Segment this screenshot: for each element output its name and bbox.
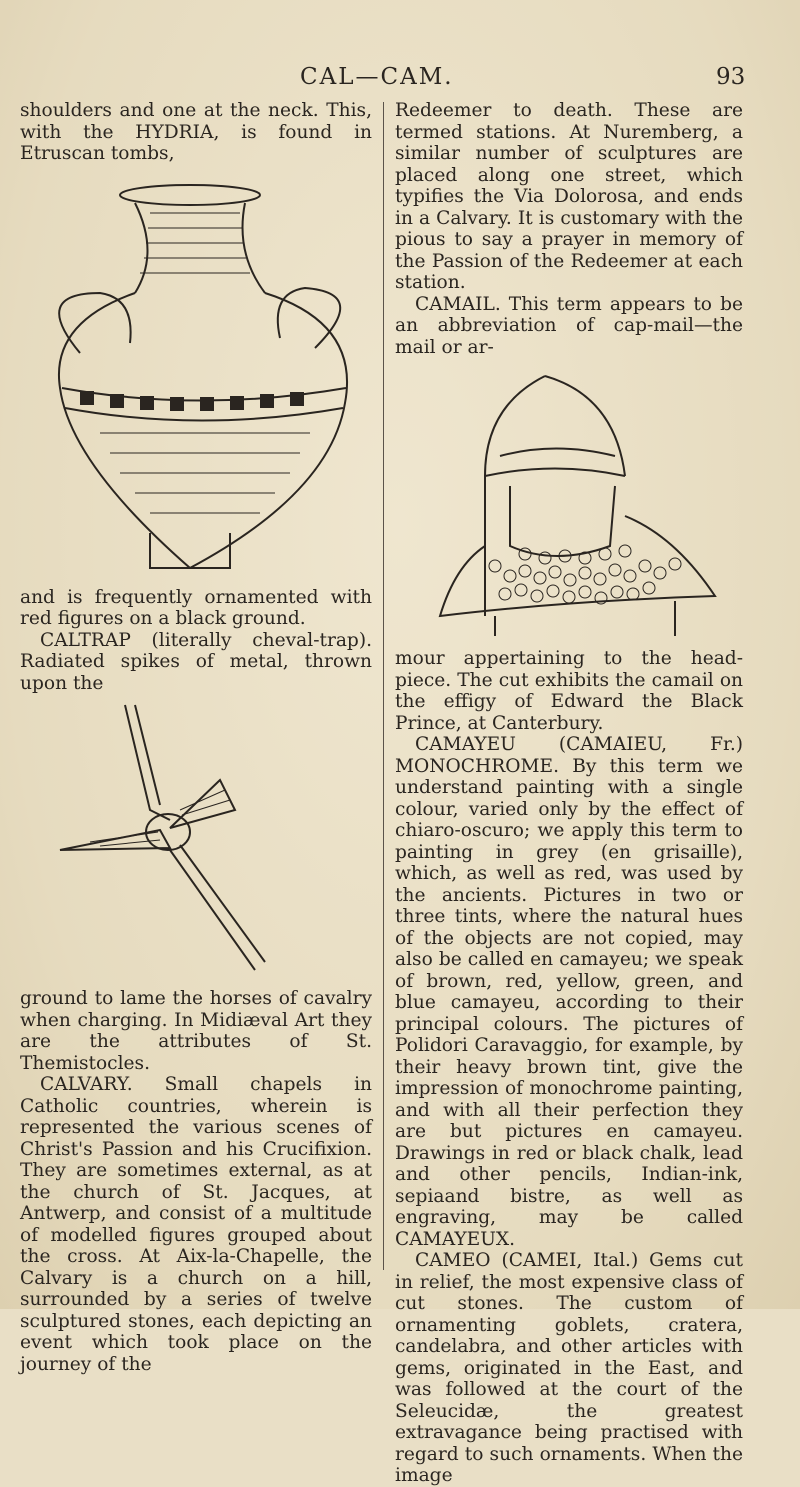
running-head: CAL—CAM. xyxy=(300,64,454,90)
right-column xyxy=(395,100,743,1487)
caltrap-illustration xyxy=(20,700,340,980)
paragraph-hydria-intro: shoulders and one at the neck. This, with the HYDRIA, is found in Etruscan tombs, xyxy=(20,100,372,164)
column-divider xyxy=(383,102,384,1270)
paragraph-camayeu: CAMAYEU (CAMAIEU, Fr.) MONOCHROME. By this term we understand painting with a single colour, varied only by the effect of chiaro-oscuro; we apply this term to painting in grey (en grisaille), which, as well as red, was used by the ancients. Pictures in two or three tints, where the natural hues of the objects are not copied, may also be called en camayeu; we speak of brown, red, yellow, green, and blue camayeu, according to their principal colours. The pictures of Polidori Caravaggio, for example, by their heavy brown tint, give the impression of monochrome painting, and with all their perfection they are but pictures en camayeu. Drawings in red or black chalk, lead and other pencils, Indian-ink, sepiaand bistre, as well as engraving, may be called CAMAYEUX. xyxy=(395,734,743,1250)
paragraph-cameo: CAMEO (CAMEI, Ital.) Gems cut in relief, the most expensive class of cut stones. The custom of ornamenting goblets, cratera, candelabra, and other articles with gems, originated in the East, and was followed at the court of the Seleucidæ, the greatest extravagance being practised with regard to such ornaments. When the image xyxy=(395,1250,743,1486)
left-column xyxy=(20,100,372,1375)
paragraph-calvary-continued: Redeemer to death. These are termed stations. At Nuremberg, a similar number of sculptures are placed along one street, which typifies the Via Dolorosa, and ends in a Calvary. It is customary with the pious to say a prayer in memory of the Passion of the Redeemer at each station. xyxy=(395,100,743,293)
page-header xyxy=(0,64,800,98)
paragraph-caltrap: CALTRAP (literally cheval-trap). Radiated spikes of metal, thrown upon the xyxy=(20,629,372,694)
paragraph-camail-continued: mour appertaining to the head-piece. The cut exhibits the camail on the effigy of Edward the Black Prince, at Canterbury. xyxy=(395,648,743,734)
paragraph-camail: CAMAIL. This term appears to be an abbreviation of cap-mail—the mail or ar- xyxy=(395,293,743,358)
paragraph-caltrap-continued: ground to lame the horses of cavalry when charging. In Midiæval Art they are the attributes of St. Themistocles. xyxy=(20,988,372,1074)
page-number: 93 xyxy=(716,64,746,90)
hydria-vase-illustration xyxy=(40,173,360,583)
paragraph-hydria-ornament: and is frequently ornamented with red figures on a black ground. xyxy=(20,586,372,629)
camail-helmet-illustration xyxy=(425,366,725,646)
paragraph-calvary: CALVARY. Small chapels in Catholic countries, wherein is represented the various scenes of Christ's Passion and his Crucifixion. They are sometimes external, as at the church of St. Jacques, at Antwerp, and consist of a multitude of modelled figures grouped about the cross. At Aix-la-Chapelle, the Calvary is a church on a hill, surrounded by a series of twelve sculptured stones, each depicting an event which took place on the journey of the xyxy=(20,1074,372,1375)
